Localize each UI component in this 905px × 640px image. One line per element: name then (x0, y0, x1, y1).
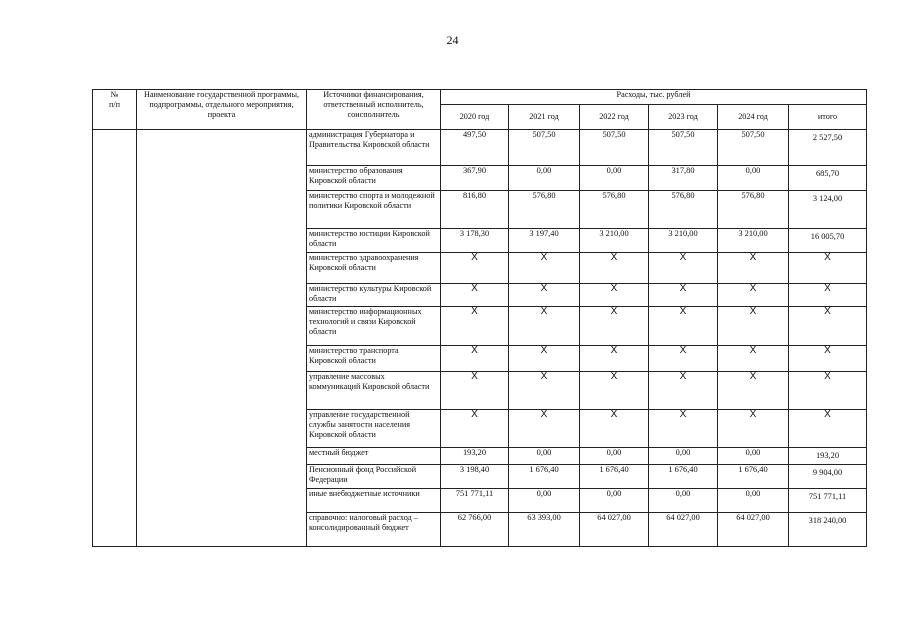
cell-value: Х (509, 284, 580, 307)
cell-value: Х (509, 410, 580, 448)
header-name: Наименование государственной программы, подпрограммы, отдельного мероприятия, проекта (137, 90, 307, 130)
header-year: итого (789, 105, 867, 130)
cell-value: 64 027,00 (718, 513, 789, 547)
cell-value: 3 124,00 (789, 191, 867, 229)
cell-value: 0,00 (509, 489, 580, 513)
cell-value: Х (649, 346, 718, 372)
cell-value: 0,00 (580, 448, 649, 465)
cell-value: 751 771,11 (441, 489, 509, 513)
cell-value: 685,70 (789, 166, 867, 191)
cell-value: Х (580, 372, 649, 410)
cell-value: Х (580, 307, 649, 346)
cell-value: 317,80 (649, 166, 718, 191)
cell-value: Х (580, 346, 649, 372)
cell-value: 751 771,11 (789, 489, 867, 513)
cell-value: 816,80 (441, 191, 509, 229)
cell-value: 318 240,00 (789, 513, 867, 547)
table-row (93, 130, 867, 166)
cell-value: Х (718, 410, 789, 448)
cell-value: 3 178,30 (441, 229, 509, 253)
cell-value: Х (649, 284, 718, 307)
cell-value: Х (718, 307, 789, 346)
cell-value: 576,80 (718, 191, 789, 229)
cell-value: 576,80 (580, 191, 649, 229)
header-year: 2023 год (649, 105, 718, 130)
cell-value: 63 393,00 (509, 513, 580, 547)
header-year: 2022 год (580, 105, 649, 130)
cell-value: Х (789, 284, 867, 307)
cell-source: министерство юстиции Кировской области (307, 229, 441, 253)
cell-source: Пенсионный фонд Российской Федерации (307, 465, 441, 489)
cell-value: 3 210,00 (580, 229, 649, 253)
cell-value: 62 766,00 (441, 513, 509, 547)
cell-value: Х (509, 253, 580, 284)
cell-value: Х (509, 346, 580, 372)
cell-value: Х (789, 372, 867, 410)
cell-source: администрация Губернатора и Правительства Кировской области (307, 130, 441, 166)
cell-value: 9 904,00 (789, 465, 867, 489)
cell-source: министерство культуры Кировской области (307, 284, 441, 307)
cell-value: Х (649, 307, 718, 346)
cell-value: Х (789, 253, 867, 284)
cell-value: Х (580, 410, 649, 448)
cell-value: 1 676,40 (718, 465, 789, 489)
cell-value: Х (718, 346, 789, 372)
cell-source: министерство спорта и молодежной политики Кировской области (307, 191, 441, 229)
cell-num (93, 130, 137, 547)
cell-value: 1 676,40 (649, 465, 718, 489)
cell-value: 0,00 (649, 489, 718, 513)
cell-value: 0,00 (718, 448, 789, 465)
cell-value: 507,50 (580, 130, 649, 166)
cell-value: 3 197,40 (509, 229, 580, 253)
cell-value: 507,50 (649, 130, 718, 166)
header-year: 2024 год (718, 105, 789, 130)
header-year: 2021 год (509, 105, 580, 130)
cell-value: 16 005,70 (789, 229, 867, 253)
cell-value: Х (441, 253, 509, 284)
cell-value: 193,20 (789, 448, 867, 465)
header-num: № п/п (93, 90, 137, 130)
cell-value: Х (441, 346, 509, 372)
cell-value: 0,00 (509, 448, 580, 465)
cell-value: 3 210,00 (718, 229, 789, 253)
cell-value: 0,00 (718, 489, 789, 513)
cell-value: 0,00 (509, 166, 580, 191)
cell-value: Х (441, 284, 509, 307)
cell-value: Х (649, 253, 718, 284)
cell-value: Х (789, 346, 867, 372)
cell-value: 0,00 (580, 489, 649, 513)
cell-value: Х (649, 372, 718, 410)
cell-value: 497,50 (441, 130, 509, 166)
cell-value: 0,00 (649, 448, 718, 465)
cell-source: местный бюджет (307, 448, 441, 465)
cell-value: Х (789, 307, 867, 346)
cell-value: Х (718, 284, 789, 307)
cell-value: Х (441, 307, 509, 346)
cell-value: 507,50 (718, 130, 789, 166)
cell-source: министерство здравоохранения Кировской области (307, 253, 441, 284)
cell-value: Х (509, 372, 580, 410)
cell-value: Х (789, 410, 867, 448)
cell-value: 3 198,40 (441, 465, 509, 489)
cell-value: 507,50 (509, 130, 580, 166)
cell-name (137, 130, 307, 547)
cell-value: 1 676,40 (580, 465, 649, 489)
cell-source: управление государственной службы занятости населения Кировской области (307, 410, 441, 448)
cell-value: 2 527,50 (789, 130, 867, 166)
cell-source: министерство информационных технологий и связи Кировской области (307, 307, 441, 346)
budget-table (92, 89, 867, 547)
cell-source: иные внебюджетные источники (307, 489, 441, 513)
cell-value: Х (718, 372, 789, 410)
cell-value: Х (509, 307, 580, 346)
cell-value: Х (580, 284, 649, 307)
cell-value: 367,90 (441, 166, 509, 191)
cell-value: 64 027,00 (649, 513, 718, 547)
cell-value: 64 027,00 (580, 513, 649, 547)
cell-source: министерство образования Кировской области (307, 166, 441, 191)
cell-value: Х (441, 410, 509, 448)
cell-value: 193,20 (441, 448, 509, 465)
cell-value: 576,80 (509, 191, 580, 229)
cell-source: министерство транспорта Кировской области (307, 346, 441, 372)
cell-source: управление массовых коммуникаций Кировской области (307, 372, 441, 410)
cell-value: Х (649, 410, 718, 448)
header-expenses: Расходы, тыс. рублей (441, 90, 867, 105)
header-year: 2020 год (441, 105, 509, 130)
cell-value: 0,00 (580, 166, 649, 191)
cell-value: 1 676,40 (509, 465, 580, 489)
cell-value: 3 210,00 (649, 229, 718, 253)
cell-value: 0,00 (718, 166, 789, 191)
cell-value: 576,80 (649, 191, 718, 229)
page-number: 24 (446, 33, 459, 47)
cell-source: справочно: налоговый расход – консолидированный бюджет (307, 513, 441, 547)
cell-value: Х (718, 253, 789, 284)
header-source: Источники финансирования, ответственный исполнитель, соисполнитель (307, 90, 441, 130)
cell-value: Х (441, 372, 509, 410)
cell-value: Х (580, 253, 649, 284)
